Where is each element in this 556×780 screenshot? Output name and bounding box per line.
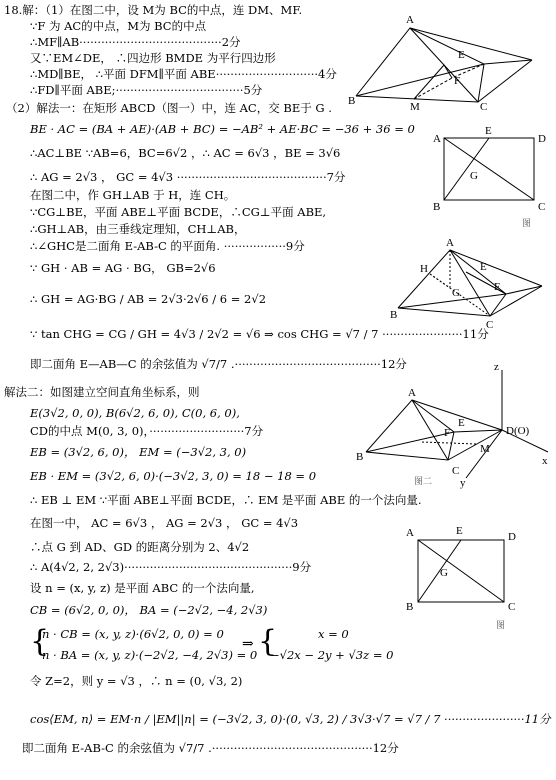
fig1-label-f: F: [454, 75, 461, 87]
fig5-label-e: E: [456, 525, 463, 537]
fig2-label-b: B: [433, 201, 441, 213]
p3-answer: 即二面角 E-AB-C 的余弦值为 √7/7 .············································12分: [22, 741, 399, 755]
p2-answer: 即二面角 E—AB—C 的余弦值为 √7/7 .········································12分: [30, 357, 407, 371]
p3-vectors: EB = (3√2, 6, 0)， EM = (−3√2, 3, 0): [30, 445, 247, 459]
p2-line-7: ∴GH⊥AB，由三垂线定理知，CH⊥AB，: [30, 222, 246, 236]
fig4-label-c: C: [452, 465, 460, 477]
system-eq-4: −√2x − 2y + √3z = 0: [270, 648, 394, 662]
p2-dot-product: BE · AC = (BA + AE)·(AB + BC) = −AB² + AE·BC = −36 + 36 = 0: [30, 122, 415, 136]
p3-line-7: 在图一中， AC = 6√3 ， AG = 2√3 ， GC = 4√3: [30, 516, 299, 530]
fig4-label-x: x: [542, 455, 548, 467]
fig2-label-d: D: [538, 133, 546, 145]
fig1-label-a: A: [406, 14, 414, 26]
p3-dot: EB · EM = (3√2, 6, 0)·(−3√2, 3, 0) = 18 − 18 = 0: [30, 469, 317, 483]
figure-4: [356, 360, 552, 490]
fig3-label-e: E: [480, 261, 487, 273]
fig3-label-f: F: [494, 281, 501, 293]
system-eq-1: n · CB = (x, y, z)·(6√2, 0, 0) = 0: [42, 627, 224, 641]
fig5-label-g: G: [440, 567, 448, 579]
p1-line-4: ∴MD∥BE， ∴平面 DFM∥平面 ABE····························4分: [30, 67, 337, 81]
solution-header: 18.解：（1）在图二中，设 M为 BC的中点，连 DM、MF.: [4, 3, 303, 17]
fig4-label-z: z: [494, 361, 499, 373]
fig1-label-e: E: [458, 49, 465, 61]
implies-arrow: ⇒: [242, 636, 254, 652]
figure-3: [390, 236, 550, 346]
fig4-label-e: E: [458, 417, 465, 429]
p2-line-1: （2）解法一：在矩形 ABCD（图一）中，连 AC，交 BE于 G .: [6, 101, 332, 115]
p2-gh-formula: ∴ GH = AG·BG / AB = 2√3·2√6 / 6 = 2√2: [30, 292, 267, 306]
p2-line-9: ∵ GH · AB = AG · BG， GB=2√6: [30, 261, 216, 275]
fig3-label-c: C: [486, 319, 494, 331]
fig4-label-do: D(O): [506, 425, 530, 437]
figure-2: [430, 122, 550, 232]
p3-line-8: ∴点 G 到 AD、GD 的距离分别为 2、4√2: [30, 540, 250, 554]
fig4-caption: 图二: [414, 477, 433, 487]
fig5-label-a: A: [406, 527, 414, 539]
fig2-label-a: A: [433, 133, 441, 145]
fig1-label-m: M: [410, 101, 420, 110]
p3-point-a: ∴ A(4√2, 2, 2√3)··············································9分: [30, 560, 312, 574]
p2-line-3: ∴AC⊥BE ∵AB=6，BC=6√2 ，∴ AC = 6√3 ，BE = 3√6: [30, 146, 341, 160]
p3-cb-ba: CB = (6√2, 0, 0)， BA = (−2√2, −4, 2√3): [30, 603, 268, 617]
fig5-label-b: B: [406, 601, 414, 613]
fig2-caption: 图: [522, 219, 532, 229]
p3-midpoint: CD的中点 M(0, 3, 0)，··························7分: [30, 424, 264, 438]
fig4-label-y: y: [460, 477, 466, 489]
p3-line-1: 解法二：如图建立空间直角坐标系，则: [4, 385, 200, 399]
fig1-label-b: B: [348, 95, 356, 107]
p2-line-8: ∴∠GHC是二面角 E-AB-C 的平面角. ·················9分: [30, 239, 305, 253]
fig4-label-a: A: [408, 387, 416, 399]
fig5-label-d: D: [508, 531, 516, 543]
p1-line-2: ∴MF∥AB·······································2分: [30, 35, 241, 49]
fig2-label-e: E: [485, 125, 492, 137]
figure-1: [348, 10, 538, 110]
fig5-label-c: C: [508, 601, 516, 613]
fig2-label-g: G: [470, 170, 478, 182]
p1-line-3: 又∵EM∠DE， ∴四边形 BMDE 为平行四边形: [30, 51, 276, 65]
fig4-label-f: F: [444, 427, 451, 439]
fig4-label-b: B: [356, 451, 364, 463]
fig3-label-g: G: [452, 287, 460, 299]
figure-5: [404, 518, 534, 634]
p2-line-4: ∴ AG = 2√3 ， GC = 4√3 ·········································7分: [30, 170, 346, 184]
fig4-label-m: M: [480, 443, 490, 455]
system-eq-3: x = 0: [318, 627, 349, 641]
p3-normal-def: 设 n = (x, y, z) 是平面 ABC 的一个法向量,: [30, 581, 255, 595]
p2-line-5: 在图二中，作 GH⊥AB 于 H，连 CH。: [30, 188, 236, 202]
p3-let-z: 令 Z=2，则 y = √3 ，∴ n = (0, √3, 2): [30, 674, 243, 688]
p2-line-6: ∵CG⊥BE，平面 ABE⊥平面 BCDE，∴CG⊥平面 ABE,: [30, 205, 327, 219]
fig3-label-b: B: [390, 309, 398, 321]
fig1-label-c: C: [480, 101, 488, 110]
p1-line-1: ∵F 为 AC的中点，M为 BC的中点: [30, 19, 207, 33]
p3-coords: E(3√2, 0, 0), B(6√2, 6, 0), C(0, 6, 0),: [30, 406, 240, 420]
fig5-caption: 图: [496, 621, 506, 631]
p1-line-5: ∴FD∥平面 ABE;···································5分: [30, 83, 263, 97]
fig2-label-c: C: [538, 201, 546, 213]
system-eq-2: n · BA = (x, y, z)·(−2√2, −4, 2√3) = 0: [42, 648, 258, 662]
p2-tan-formula: ∵ tan CHG = CG / GH = 4√3 / 2√2 = √6 ⇒ cos CHG = √7 / 7 ······················11分: [30, 327, 489, 341]
p3-line-6: ∴ EB ⊥ EM ∵平面 ABE⊥平面 BCDE，∴ EM 是平面 ABE 的一个法向量.: [30, 493, 422, 507]
p3-cos: cos⟨EM, n⟩ = EM·n / |EM||n| = (−3√2, 3, 0)·(0, √3, 2) / 3√3·√7 = √7 / 7 ······················11分: [30, 712, 551, 726]
system-brace-left: {: [30, 624, 50, 659]
system-brace-right: {: [258, 624, 278, 659]
fig3-label-a: A: [446, 237, 454, 249]
fig3-label-h: H: [420, 263, 428, 275]
